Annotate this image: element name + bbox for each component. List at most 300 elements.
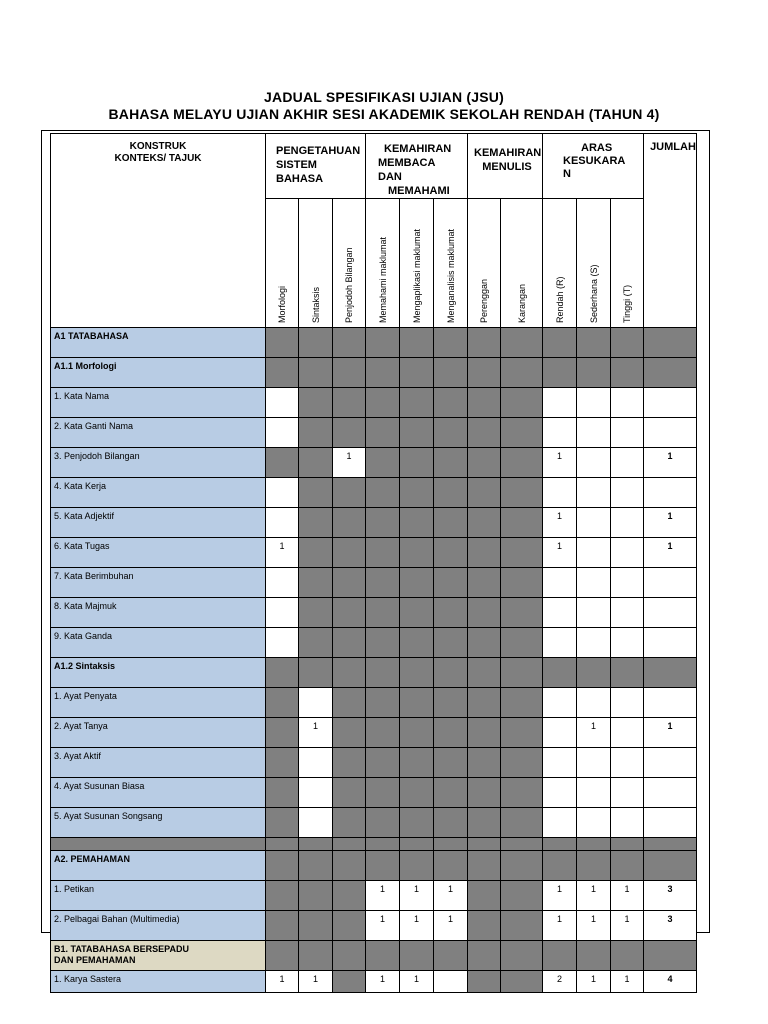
total-cell bbox=[644, 941, 697, 971]
table-row bbox=[51, 941, 697, 971]
total-cell: 1 bbox=[644, 508, 697, 538]
value-cell bbox=[366, 328, 400, 358]
value-cell: 1 bbox=[543, 538, 577, 568]
value-cell bbox=[501, 358, 543, 388]
value-cell bbox=[501, 388, 543, 418]
value-cell bbox=[543, 941, 577, 971]
value-cell bbox=[266, 658, 299, 688]
header-konstruk-line2: KONTEKS/ TAJUK bbox=[114, 153, 202, 164]
value-cell bbox=[468, 808, 501, 838]
row-label-text: 6. Kata Tugas bbox=[54, 541, 110, 551]
value-cell bbox=[366, 538, 400, 568]
header-konstruk bbox=[51, 134, 266, 328]
header-jumlah bbox=[644, 134, 697, 328]
value-cell bbox=[434, 778, 468, 808]
value-cell bbox=[434, 628, 468, 658]
header-pengetahuan-line1: PENGETAHUAN bbox=[276, 145, 361, 157]
total-cell bbox=[644, 688, 697, 718]
value-cell bbox=[434, 478, 468, 508]
value-cell: 1 bbox=[366, 881, 400, 911]
value-cell bbox=[577, 478, 611, 508]
value-cell bbox=[543, 478, 577, 508]
table-row bbox=[51, 448, 697, 478]
value-cell bbox=[333, 971, 366, 993]
header-menulis-line1: KEMAHIRAN bbox=[474, 147, 542, 159]
value-cell: 1 bbox=[299, 971, 333, 993]
table-row bbox=[51, 971, 697, 993]
value-cell bbox=[266, 478, 299, 508]
value-cell bbox=[468, 328, 501, 358]
value-cell bbox=[333, 628, 366, 658]
subheader-label: Mengaplikasi maklumat bbox=[411, 228, 422, 323]
header-menulis-line2: MENULIS bbox=[482, 161, 532, 173]
value-cell bbox=[434, 808, 468, 838]
row-label bbox=[51, 568, 266, 598]
value-cell bbox=[400, 448, 434, 478]
value-cell bbox=[299, 358, 333, 388]
total-cell bbox=[644, 851, 697, 881]
value-cell bbox=[468, 388, 501, 418]
value-cell bbox=[577, 628, 611, 658]
value-cell bbox=[577, 568, 611, 598]
row-label-text: 7. Kata Berimbuhan bbox=[54, 571, 134, 581]
row-label bbox=[51, 838, 266, 851]
subheader-label: Perenggan bbox=[479, 278, 490, 323]
value-cell: 1 bbox=[299, 718, 333, 748]
value-cell bbox=[366, 598, 400, 628]
value-cell: 2 bbox=[543, 971, 577, 993]
value-cell bbox=[611, 688, 644, 718]
value-cell bbox=[543, 358, 577, 388]
table-row bbox=[51, 881, 697, 911]
value-cell bbox=[611, 851, 644, 881]
value-cell bbox=[366, 778, 400, 808]
total-cell: 1 bbox=[644, 448, 697, 478]
value-cell bbox=[577, 748, 611, 778]
subheader-label: Karangan bbox=[516, 283, 527, 323]
value-cell: 1 bbox=[366, 911, 400, 941]
value-cell bbox=[299, 568, 333, 598]
value-cell bbox=[366, 448, 400, 478]
value-cell bbox=[400, 478, 434, 508]
table-row bbox=[51, 748, 697, 778]
value-cell bbox=[501, 568, 543, 598]
value-cell bbox=[501, 851, 543, 881]
value-cell bbox=[299, 808, 333, 838]
row-label bbox=[51, 478, 266, 508]
value-cell bbox=[333, 838, 366, 851]
value-cell bbox=[577, 688, 611, 718]
value-cell bbox=[266, 628, 299, 658]
value-cell bbox=[299, 778, 333, 808]
header-membaca-line4: MEMAHAMI bbox=[388, 185, 450, 197]
value-cell bbox=[266, 508, 299, 538]
subheader-label: Rendah (R) bbox=[554, 276, 565, 323]
value-cell bbox=[400, 748, 434, 778]
row-label-text: 8. Kata Majmuk bbox=[54, 601, 117, 611]
value-cell bbox=[501, 598, 543, 628]
row-label-text: 5. Kata Adjektif bbox=[54, 511, 115, 521]
value-cell bbox=[434, 941, 468, 971]
value-cell: 1 bbox=[611, 881, 644, 911]
row-label bbox=[51, 881, 266, 911]
header-pengetahuan-line3: BAHASA bbox=[276, 173, 324, 185]
value-cell bbox=[468, 851, 501, 881]
row-label bbox=[51, 508, 266, 538]
jsu-table bbox=[50, 133, 697, 993]
value-cell bbox=[501, 508, 543, 538]
value-cell bbox=[299, 598, 333, 628]
total-cell bbox=[644, 478, 697, 508]
value-cell bbox=[333, 881, 366, 911]
value-cell bbox=[501, 628, 543, 658]
value-cell: 1 bbox=[266, 538, 299, 568]
value-cell bbox=[299, 328, 333, 358]
subheader-cell bbox=[366, 199, 400, 328]
value-cell bbox=[299, 388, 333, 418]
value-cell bbox=[266, 688, 299, 718]
row-label bbox=[51, 358, 266, 388]
value-cell bbox=[501, 478, 543, 508]
total-cell: 3 bbox=[644, 911, 697, 941]
value-cell bbox=[366, 418, 400, 448]
value-cell bbox=[577, 808, 611, 838]
row-label bbox=[51, 658, 266, 688]
value-cell bbox=[333, 478, 366, 508]
value-cell bbox=[400, 568, 434, 598]
value-cell bbox=[468, 941, 501, 971]
value-cell bbox=[611, 328, 644, 358]
value-cell bbox=[468, 658, 501, 688]
value-cell bbox=[468, 838, 501, 851]
value-cell bbox=[543, 778, 577, 808]
value-cell bbox=[434, 388, 468, 418]
value-cell bbox=[468, 598, 501, 628]
row-label bbox=[51, 718, 266, 748]
total-cell bbox=[644, 748, 697, 778]
value-cell bbox=[333, 418, 366, 448]
row-label bbox=[51, 808, 266, 838]
value-cell bbox=[400, 808, 434, 838]
document-title: JADUAL SPESIFIKASI UJIAN (JSU) bbox=[264, 89, 504, 105]
table-row bbox=[51, 911, 697, 941]
subheader-label: Memahami maklumat bbox=[377, 236, 388, 323]
value-cell bbox=[434, 538, 468, 568]
value-cell bbox=[266, 808, 299, 838]
value-cell bbox=[266, 778, 299, 808]
value-cell bbox=[577, 328, 611, 358]
subheader-label: Sintaksis bbox=[310, 286, 321, 323]
total-cell bbox=[644, 418, 697, 448]
header-membaca bbox=[366, 134, 468, 199]
row-label-text: 1. Petikan bbox=[54, 884, 95, 894]
header-aras-line3: N bbox=[563, 168, 571, 180]
value-cell bbox=[543, 388, 577, 418]
header-pengetahuan-line2: SISTEM bbox=[276, 159, 317, 171]
total-cell bbox=[644, 628, 697, 658]
row-label-text: 1. Ayat Penyata bbox=[54, 691, 117, 701]
value-cell bbox=[434, 418, 468, 448]
value-cell bbox=[266, 418, 299, 448]
value-cell bbox=[400, 658, 434, 688]
subheader-cell bbox=[501, 199, 543, 328]
value-cell bbox=[366, 388, 400, 418]
value-cell bbox=[299, 418, 333, 448]
row-label-text: 9. Kata Ganda bbox=[54, 631, 113, 641]
row-label-text: 4. Kata Kerja bbox=[54, 481, 107, 491]
value-cell bbox=[333, 748, 366, 778]
header-pengetahuan bbox=[266, 134, 366, 199]
value-cell bbox=[434, 971, 468, 993]
subheader-label: Morfologi bbox=[277, 285, 287, 323]
value-cell bbox=[611, 538, 644, 568]
value-cell bbox=[366, 478, 400, 508]
value-cell bbox=[611, 418, 644, 448]
value-cell bbox=[333, 911, 366, 941]
value-cell bbox=[400, 598, 434, 628]
value-cell bbox=[543, 658, 577, 688]
value-cell bbox=[611, 508, 644, 538]
value-cell bbox=[400, 941, 434, 971]
header-menulis bbox=[468, 134, 543, 199]
value-cell bbox=[611, 838, 644, 851]
row-label-text: A2. PEMAHAMAN bbox=[54, 854, 131, 864]
value-cell bbox=[333, 358, 366, 388]
value-cell: 1 bbox=[400, 911, 434, 941]
row-label bbox=[51, 418, 266, 448]
row-label bbox=[51, 778, 266, 808]
table-row bbox=[51, 851, 697, 881]
value-cell bbox=[266, 568, 299, 598]
value-cell: 1 bbox=[577, 971, 611, 993]
value-cell: 1 bbox=[266, 971, 299, 993]
total-cell bbox=[644, 328, 697, 358]
table-row bbox=[51, 628, 697, 658]
value-cell bbox=[611, 388, 644, 418]
row-label-text: B1. TATABAHASA BERSEPADU bbox=[54, 944, 190, 954]
table-row bbox=[51, 538, 697, 568]
value-cell bbox=[543, 418, 577, 448]
subheader-label: Menganalisis maklumat bbox=[445, 228, 456, 323]
value-cell bbox=[266, 851, 299, 881]
value-cell bbox=[543, 328, 577, 358]
value-cell bbox=[611, 718, 644, 748]
value-cell bbox=[501, 941, 543, 971]
value-cell bbox=[299, 478, 333, 508]
value-cell bbox=[501, 748, 543, 778]
value-cell bbox=[611, 598, 644, 628]
value-cell bbox=[400, 851, 434, 881]
row-label bbox=[51, 628, 266, 658]
value-cell bbox=[611, 748, 644, 778]
value-cell bbox=[266, 748, 299, 778]
value-cell: 1 bbox=[400, 971, 434, 993]
value-cell bbox=[577, 851, 611, 881]
value-cell: 1 bbox=[611, 911, 644, 941]
table-row bbox=[51, 808, 697, 838]
table-row bbox=[51, 688, 697, 718]
value-cell bbox=[611, 808, 644, 838]
total-cell bbox=[644, 568, 697, 598]
value-cell bbox=[333, 688, 366, 718]
value-cell bbox=[468, 478, 501, 508]
value-cell bbox=[577, 598, 611, 628]
value-cell bbox=[543, 851, 577, 881]
row-label bbox=[51, 911, 266, 941]
value-cell bbox=[366, 808, 400, 838]
value-cell bbox=[577, 448, 611, 478]
total-cell: 4 bbox=[644, 971, 697, 993]
value-cell bbox=[366, 658, 400, 688]
value-cell bbox=[468, 971, 501, 993]
subheader-label: Sederhana (S) bbox=[588, 264, 599, 323]
value-cell bbox=[543, 748, 577, 778]
row-label-text: 2. Pelbagai Bahan (Multimedia) bbox=[54, 914, 180, 924]
total-cell: 1 bbox=[644, 718, 697, 748]
value-cell bbox=[543, 808, 577, 838]
value-cell bbox=[611, 778, 644, 808]
value-cell bbox=[468, 538, 501, 568]
value-cell bbox=[400, 838, 434, 851]
value-cell bbox=[468, 748, 501, 778]
value-cell: 1 bbox=[543, 448, 577, 478]
value-cell bbox=[543, 688, 577, 718]
subheader-cell bbox=[299, 199, 333, 328]
value-cell: 1 bbox=[434, 911, 468, 941]
value-cell bbox=[434, 598, 468, 628]
row-label-text: 3. Penjodoh Bilangan bbox=[54, 451, 140, 461]
value-cell bbox=[333, 718, 366, 748]
value-cell bbox=[577, 778, 611, 808]
value-cell bbox=[468, 628, 501, 658]
table-row bbox=[51, 598, 697, 628]
value-cell bbox=[434, 688, 468, 718]
value-cell bbox=[468, 688, 501, 718]
value-cell bbox=[366, 941, 400, 971]
subheader-cell bbox=[333, 199, 366, 328]
value-cell bbox=[543, 568, 577, 598]
table-row bbox=[51, 568, 697, 598]
total-cell: 3 bbox=[644, 881, 697, 911]
header-aras-line1: ARAS bbox=[581, 142, 613, 154]
value-cell bbox=[501, 808, 543, 838]
value-cell bbox=[299, 508, 333, 538]
row-label bbox=[51, 941, 266, 971]
value-cell: 1 bbox=[577, 718, 611, 748]
value-cell bbox=[468, 778, 501, 808]
value-cell bbox=[266, 358, 299, 388]
value-cell bbox=[434, 448, 468, 478]
row-label-text: 1. Kata Nama bbox=[54, 391, 110, 401]
value-cell bbox=[543, 628, 577, 658]
value-cell bbox=[501, 718, 543, 748]
row-label-text: 2. Kata Ganti Nama bbox=[54, 421, 134, 431]
value-cell bbox=[299, 748, 333, 778]
value-cell bbox=[333, 538, 366, 568]
table-row bbox=[51, 838, 697, 851]
value-cell bbox=[501, 838, 543, 851]
value-cell bbox=[366, 628, 400, 658]
value-cell bbox=[611, 628, 644, 658]
row-label bbox=[51, 688, 266, 718]
header-konstruk-line1: KONSTRUK bbox=[129, 141, 187, 152]
row-label bbox=[51, 851, 266, 881]
subheader-cell bbox=[577, 199, 611, 328]
row-label bbox=[51, 448, 266, 478]
table-row bbox=[51, 358, 697, 388]
value-cell bbox=[333, 508, 366, 538]
value-cell bbox=[468, 881, 501, 911]
value-cell bbox=[266, 598, 299, 628]
total-cell bbox=[644, 808, 697, 838]
value-cell bbox=[333, 328, 366, 358]
value-cell bbox=[501, 658, 543, 688]
value-cell bbox=[577, 941, 611, 971]
value-cell bbox=[611, 941, 644, 971]
table-row bbox=[51, 328, 697, 358]
header-membaca-line3: DAN bbox=[378, 171, 402, 183]
subheader-label: Penjodoh Bilangan bbox=[344, 247, 354, 323]
value-cell bbox=[333, 941, 366, 971]
row-label-text: A1.2 Sintaksis bbox=[54, 661, 116, 671]
value-cell bbox=[501, 418, 543, 448]
subheader-cell bbox=[434, 199, 468, 328]
row-label-text: 4. Ayat Susunan Biasa bbox=[54, 781, 145, 791]
value-cell bbox=[611, 358, 644, 388]
value-cell bbox=[501, 778, 543, 808]
value-cell bbox=[266, 718, 299, 748]
value-cell: 1 bbox=[400, 881, 434, 911]
value-cell bbox=[266, 328, 299, 358]
header-membaca-line2: MEMBACA bbox=[378, 157, 436, 169]
value-cell bbox=[266, 448, 299, 478]
value-cell bbox=[577, 838, 611, 851]
value-cell bbox=[577, 538, 611, 568]
value-cell bbox=[434, 568, 468, 598]
value-cell bbox=[299, 448, 333, 478]
value-cell bbox=[333, 658, 366, 688]
value-cell bbox=[266, 388, 299, 418]
subheader-cell bbox=[400, 199, 434, 328]
total-cell bbox=[644, 658, 697, 688]
value-cell bbox=[266, 881, 299, 911]
value-cell bbox=[501, 538, 543, 568]
total-cell bbox=[644, 598, 697, 628]
value-cell: 1 bbox=[577, 911, 611, 941]
row-label-text: A1.1 Morfologi bbox=[54, 361, 117, 371]
row-label bbox=[51, 971, 266, 993]
value-cell bbox=[366, 568, 400, 598]
value-cell bbox=[434, 658, 468, 688]
value-cell bbox=[333, 568, 366, 598]
value-cell bbox=[434, 838, 468, 851]
value-cell bbox=[333, 388, 366, 418]
value-cell bbox=[400, 538, 434, 568]
value-cell bbox=[434, 358, 468, 388]
value-cell bbox=[400, 718, 434, 748]
value-cell bbox=[468, 508, 501, 538]
document-subtitle: BAHASA MELAYU UJIAN AKHIR SESI AKADEMIK SEKOLAH RENDAH (TAHUN 4) bbox=[108, 106, 660, 122]
subheader-cell bbox=[611, 199, 644, 328]
total-cell bbox=[644, 778, 697, 808]
value-cell bbox=[366, 748, 400, 778]
value-cell bbox=[266, 911, 299, 941]
value-cell: 1 bbox=[543, 911, 577, 941]
value-cell bbox=[501, 971, 543, 993]
value-cell bbox=[299, 538, 333, 568]
value-cell bbox=[434, 328, 468, 358]
value-cell bbox=[366, 838, 400, 851]
